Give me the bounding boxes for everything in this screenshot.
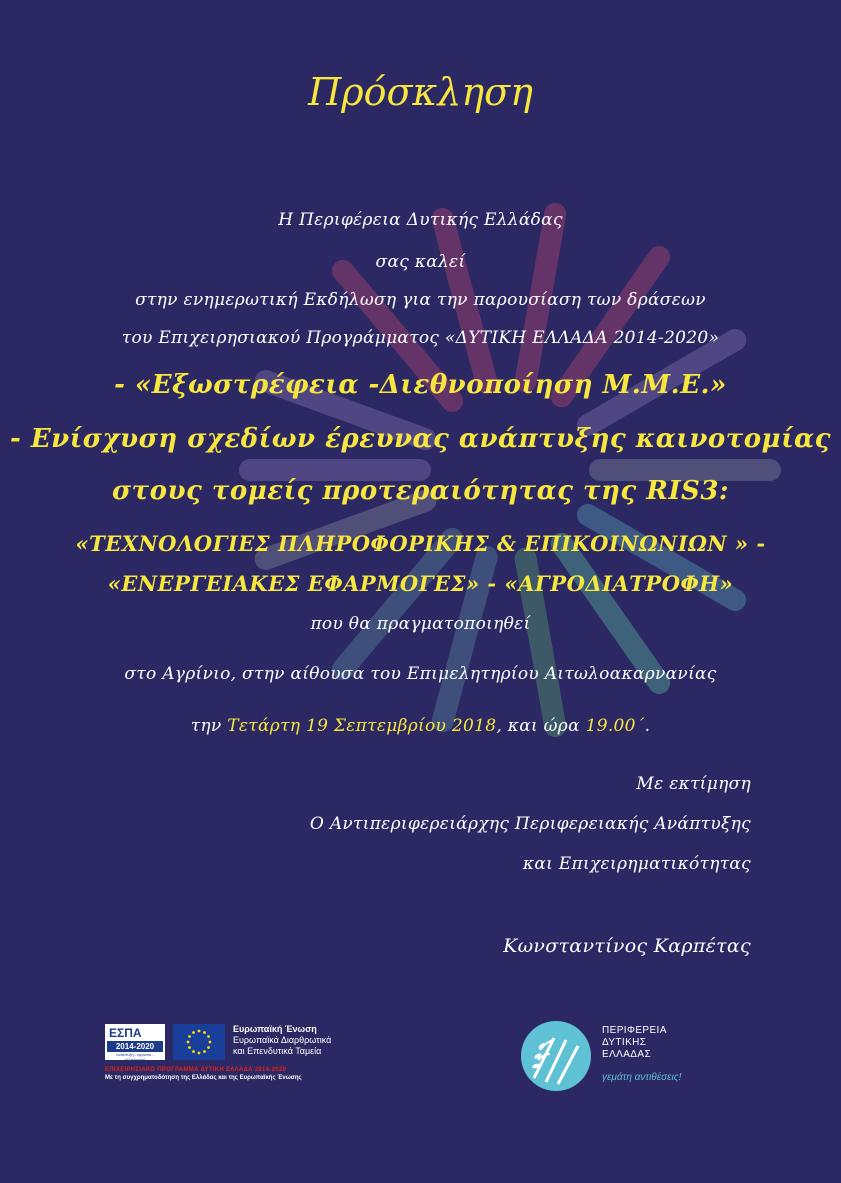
cofund-text: Με τη συγχρηματοδότηση της Ελλάδας και της Ευρωπαϊκής Ένωσης [105, 1075, 302, 1081]
event-time: 19.00΄ [585, 716, 645, 736]
intro-line-2: σας καλεί [375, 252, 466, 272]
funding-logos [105, 1022, 355, 1092]
eu-star [203, 1050, 206, 1053]
signature-line-1: Με εκτίμηση [636, 774, 751, 794]
page-title: Πρόσκληση [308, 70, 533, 114]
eu-text [233, 1024, 363, 1057]
highlight-line-2: - Ενίσχυση σχεδίων έρευνας ανάπτυξης καινοτομίας [10, 424, 831, 454]
program-title: ΕΠΙΧΕΙΡΗΣΙΑΚΟ ΠΡΟΓΡΑΜΜΑ ΔΥΤΙΚΗ ΕΛΛΑΔΑ 2014-2020 [105, 1067, 287, 1073]
eu-star [209, 1041, 212, 1044]
highlight-line-1: - «Εξωστρέφεια -Διεθνοποίηση Μ.Μ.Ε.» [114, 370, 727, 400]
eu-flag-icon [173, 1024, 225, 1060]
date-line [0, 716, 841, 736]
eu-star [187, 1041, 190, 1044]
eu-star [188, 1046, 191, 1049]
highlight-line-4: «ΤΕΧΝΟΛΟΓΙΕΣ ΠΛΗΡΟΦΟΡΙΚΗΣ & ΕΠΙΚΟΙΝΩΝΙΩΝ » - [75, 531, 766, 556]
eu-star [188, 1035, 191, 1038]
eu-star [192, 1031, 195, 1034]
region-line-2: ΔΥΤΙΚΗΣ [602, 1037, 647, 1048]
region-line-3: ΕΛΛΑΔΑΣ [602, 1049, 652, 1060]
eu-line-1: Ευρωπαϊκά Διαρθρωτικά [233, 1035, 332, 1045]
date-end: . [644, 716, 651, 736]
signature-line-3: και Επιχειρηματικότητας [522, 854, 751, 874]
eu-star [207, 1046, 210, 1049]
program-text [105, 1066, 355, 1082]
intro-line-3: στην ενημερωτική Εκδήλωση για την παρουσίαση των δράσεων [135, 290, 706, 310]
espa-logo [105, 1024, 165, 1060]
region-line-1: ΠΕΡΙΦΕΡΕΙΑ [602, 1025, 667, 1036]
eu-star [198, 1030, 201, 1033]
event-date: Τετάρτη 19 Σεπτεμβρίου 2018 [227, 716, 497, 736]
time-prefix: , και ώρα [496, 716, 580, 736]
details-line-1: που θα πραγματοποιηθεί [310, 614, 531, 634]
region-slogan: γεμάτη αντιθέσεις! [602, 1072, 682, 1083]
eu-title: Ευρωπαϊκή Ένωση [233, 1024, 317, 1034]
eu-line-2: και Επενδυτικά Ταμεία [233, 1046, 322, 1056]
espa-years: 2014-2020 [107, 1041, 163, 1052]
intro-line-1: Η Περιφέρεια Δυτικής Ελλάδας [278, 210, 563, 230]
date-prefix: την [190, 716, 222, 736]
region-emblem-icon [520, 1020, 592, 1092]
details-line-2: στο Αγρίνιο, στην αίθουσα του Επιμελητηρίου Αιτωλοακαρνανίας [124, 664, 717, 684]
espa-title: ΕΣΠΑ [109, 1026, 142, 1040]
burst-ray [343, 539, 452, 669]
region-name [602, 1025, 667, 1061]
espa-subtitle: ανάπτυξη - εργασία - αλληλεγγύη [116, 1052, 154, 1062]
highlight-line-5: «ΕΝΕΡΓΕΙΑΚΕΣ ΕΦΑΡΜΟΓΕΣ» - «ΑΓΡΟΔΙΑΤΡΟΦΗ» [107, 571, 734, 596]
signature-line-2: Ο Αντιπεριφερειάρχης Περιφερειακής Ανάπτυξης [309, 814, 751, 834]
region-logo [520, 1020, 720, 1090]
eu-star [192, 1050, 195, 1053]
eu-star [207, 1035, 210, 1038]
eu-star [203, 1031, 206, 1034]
intro-line-4: του Επιχειρησιακού Προγράμματος «ΔΥΤΙΚΗ ΕΛΛΑΔΑ 2014-2020» [121, 328, 720, 348]
signatory-name: Κωνσταντίνος Καρπέτας [503, 935, 751, 957]
highlight-line-3: στους τομείς προτεραιότητας της RIS3: [111, 476, 730, 506]
eu-star [198, 1052, 201, 1055]
